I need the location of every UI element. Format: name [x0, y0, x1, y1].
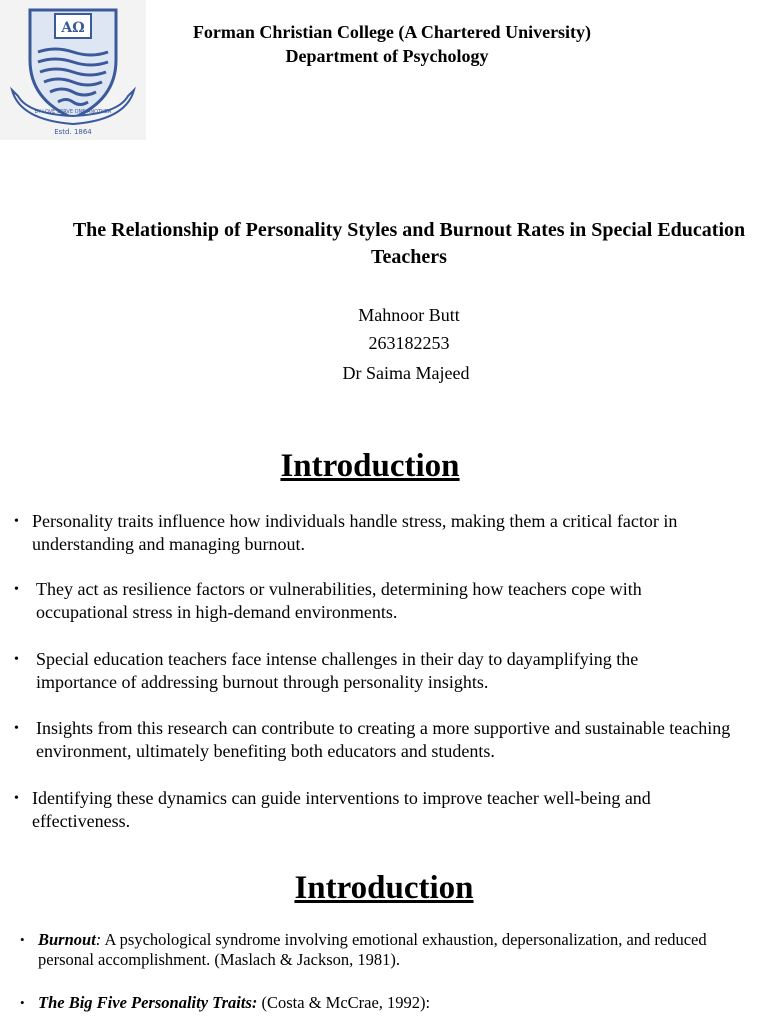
list-item: • They act as resilience factors or vulnerabilities, determining how teachers cope with occupational stress in high-demand environments.	[14, 579, 642, 622]
paper-title: The Relationship of Personality Styles and Burnout Rates in Special Education Teachers	[72, 219, 746, 268]
department-name: Department of Psychology	[285, 46, 489, 66]
list-item: • Personality traits influence how individuals handle stress, making them a critical factor in understanding and managing burnout.	[14, 511, 678, 554]
bullet-icon: •	[14, 582, 19, 597]
term-burnout: Burnout	[38, 930, 96, 949]
bullet-icon: •	[14, 721, 19, 736]
list-item: • Special education teachers face intense challenges in their day to dayamplifying the importance of addressing burnout through personality insights.	[14, 649, 639, 692]
section-heading-introduction-2: Introduction	[294, 870, 474, 906]
list-item: • Insights from this research can contribute to creating a more supportive and sustainable teaching environment, ultimately benefiting both educators and students.	[14, 718, 731, 761]
svg-text:BY LOVE SERVE ONE ANOTHER: BY LOVE SERVE ONE ANOTHER	[34, 109, 112, 115]
bullet-icon: •	[14, 514, 19, 529]
college-logo	[0, 0, 146, 140]
bullet-icon: •	[14, 652, 19, 667]
svg-text:Estd. 1864: Estd. 1864	[54, 128, 92, 136]
student-id: 263182253	[368, 333, 450, 353]
college-crest-icon	[0, 0, 146, 140]
definition-item-burnout: • Burnout: A psychological syndrome involving emotional exhaustion, depersonalization, and reduced personal accomplishment. (Maslach & Jackson, 1981).	[20, 930, 707, 969]
definition-text: A psychological syndrome involving emotional exhaustion, depersonalization, and reduced personal accomplishment. (Maslach & Jackson, 1981).	[38, 930, 707, 969]
institution-name: Forman Christian College (A Chartered University)	[192, 22, 592, 42]
term-big-five: The Big Five Personality Traits:	[38, 993, 258, 1012]
section-heading-introduction-1: Introduction	[280, 448, 460, 484]
bullet-icon: •	[14, 791, 19, 806]
definition-item-big-five	[20, 993, 760, 1013]
bullet-icon: •	[20, 995, 25, 1010]
supervisor-name: Dr Saima Majeed	[342, 363, 470, 383]
svg-text:ΑΩ: ΑΩ	[61, 20, 85, 36]
list-item: • Identifying these dynamics can guide interventions to improve teacher well-being and effectiveness.	[14, 788, 651, 831]
bullet-icon: •	[20, 932, 25, 947]
definition-text: (Costa & McCrae, 1992):	[257, 993, 431, 1012]
author-name: Mahnoor Butt	[358, 305, 460, 325]
